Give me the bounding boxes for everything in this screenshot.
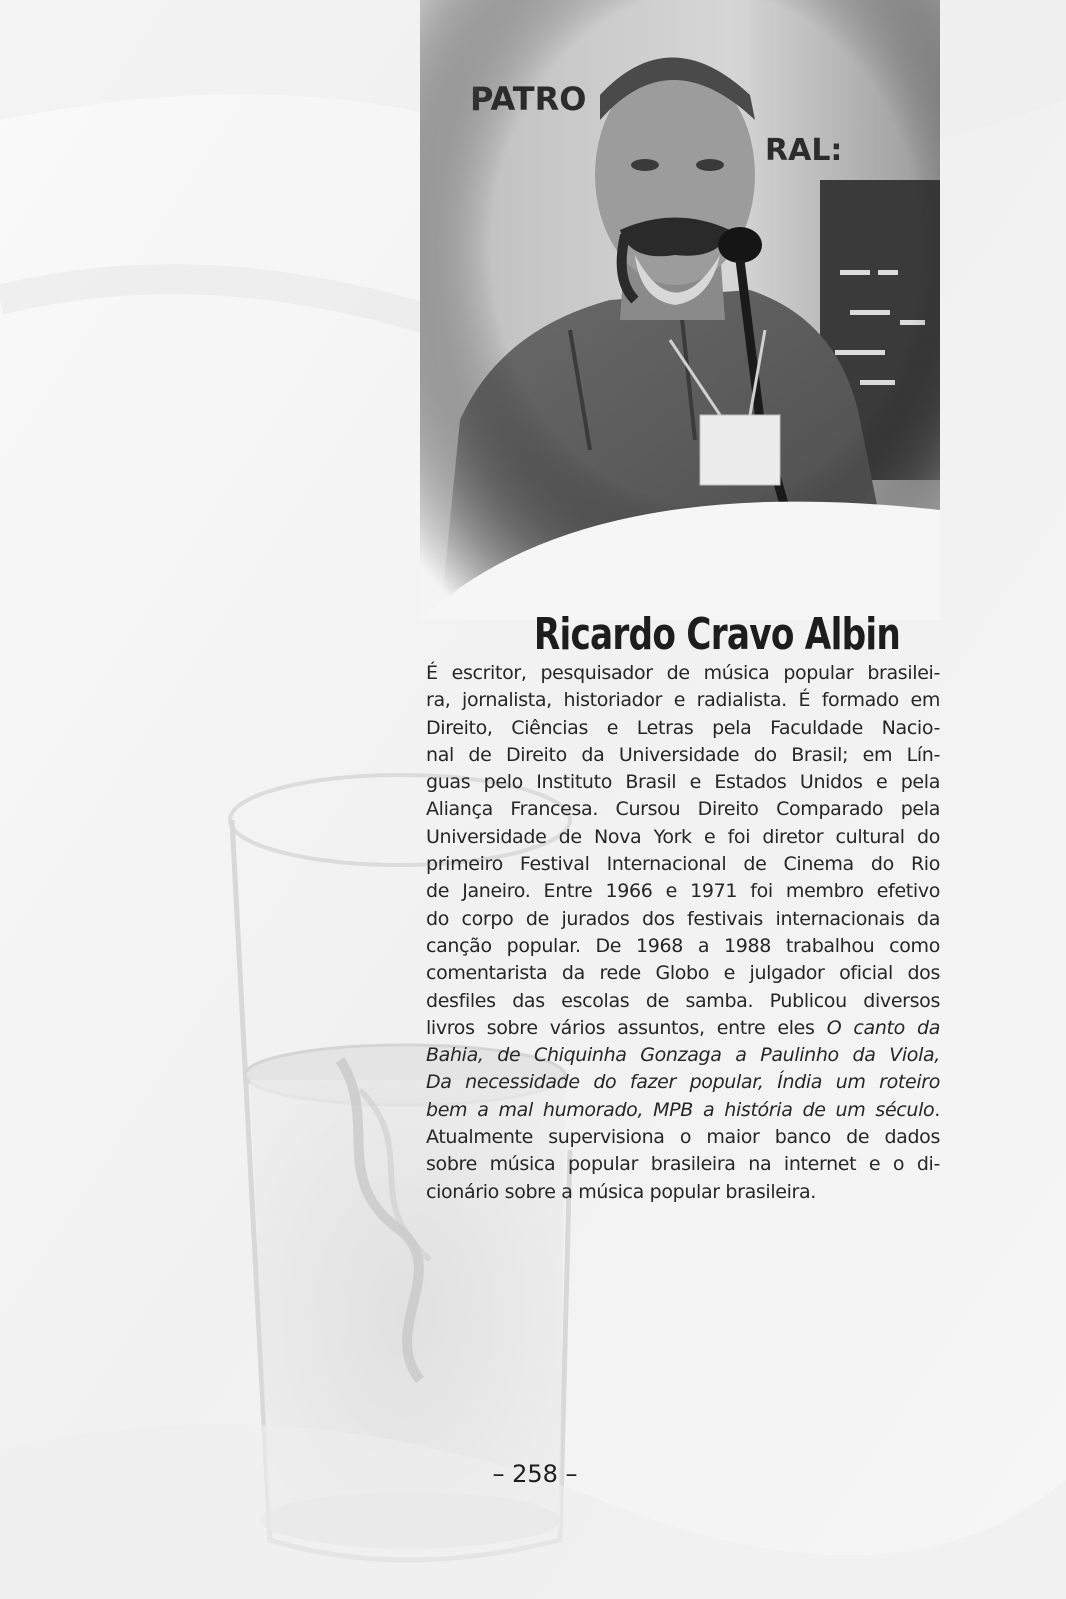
book-title-text: Bahia, de Chiquinha Gonzaga a Paulinho da Viola, xyxy=(426,1044,940,1067)
paragraph-text: É escritor, pesquisador de música popular brasilei- xyxy=(426,662,940,684)
paragraph-text: guas pelo Instituto Brasil e Estados Unidos e pela xyxy=(426,771,940,794)
paragraph-line xyxy=(426,742,940,769)
paragraph-text: Universidade de Nova York e foi diretor cultural do xyxy=(426,825,940,848)
paragraph-text: primeiro Festival Internacional de Cinema do Rio xyxy=(426,853,940,876)
paragraph-text: Aliança Francesa. Cursou Direito Comparado pela xyxy=(426,798,940,821)
book-title-text: O canto da xyxy=(826,1016,940,1039)
paragraph-line xyxy=(426,933,940,960)
paragraph-text: de Janeiro. Entre 1966 e 1971 foi membro efetivo xyxy=(426,880,940,903)
page-title: Ricardo Cravo Albin xyxy=(533,609,900,661)
book-title-text: Da necessidade do fazer popular, Índia um roteiro xyxy=(426,1071,940,1094)
paragraph-line xyxy=(426,1042,940,1069)
paragraph-line xyxy=(426,715,940,742)
paragraph-line xyxy=(426,1069,940,1096)
paragraph-line xyxy=(426,660,940,687)
paragraph-text: sobre música popular brasileira na internet e o di- xyxy=(426,1153,940,1176)
paragraph-line xyxy=(426,1015,940,1042)
paragraph-line xyxy=(426,878,940,905)
paragraph-text: canção popular. De 1968 a 1988 trabalhou como xyxy=(426,934,940,957)
paragraph-text: nal de Direito da Universidade do Brasil; em Lín- xyxy=(426,743,940,766)
paragraph-text: ra, jornalista, historiador e radialista. É formado em xyxy=(426,689,940,712)
paragraph-text: do corpo de jurados dos festivais internacionais da xyxy=(426,907,940,930)
author-photo xyxy=(420,0,940,620)
paragraph-line xyxy=(426,988,940,1015)
paragraph-line xyxy=(426,1124,940,1151)
paragraph-line xyxy=(426,1151,940,1178)
paragraph-text: comentarista da rede Globo e julgador oficial dos xyxy=(426,962,940,985)
paragraph-line xyxy=(426,687,940,714)
paragraph-text: Atualmente supervisiona o maior banco de dados xyxy=(426,1126,940,1149)
paragraph-text: . xyxy=(934,1098,940,1121)
paragraph-text: desfiles das escolas de samba. Publicou diversos xyxy=(426,989,940,1012)
paragraph-text: Direito, Ciências e Letras pela Faculdade Nacio- xyxy=(426,716,940,739)
biography-paragraph xyxy=(426,660,940,1206)
paragraph-text: cionário sobre a música popular brasileira. xyxy=(426,1180,816,1203)
paragraph-line xyxy=(426,796,940,823)
paragraph-text: livros sobre vários assuntos, entre eles xyxy=(426,1016,827,1039)
paragraph-line xyxy=(426,851,940,878)
book-title-text: bem a mal humorado, MPB a história de um século xyxy=(426,1098,935,1121)
paragraph-line xyxy=(426,769,940,796)
paragraph-line xyxy=(426,906,940,933)
paragraph-line xyxy=(426,1179,940,1206)
page-number: – 258 – xyxy=(492,1460,578,1488)
paragraph-line xyxy=(426,1097,940,1124)
paragraph-line xyxy=(426,824,940,851)
paragraph-line xyxy=(426,960,940,987)
